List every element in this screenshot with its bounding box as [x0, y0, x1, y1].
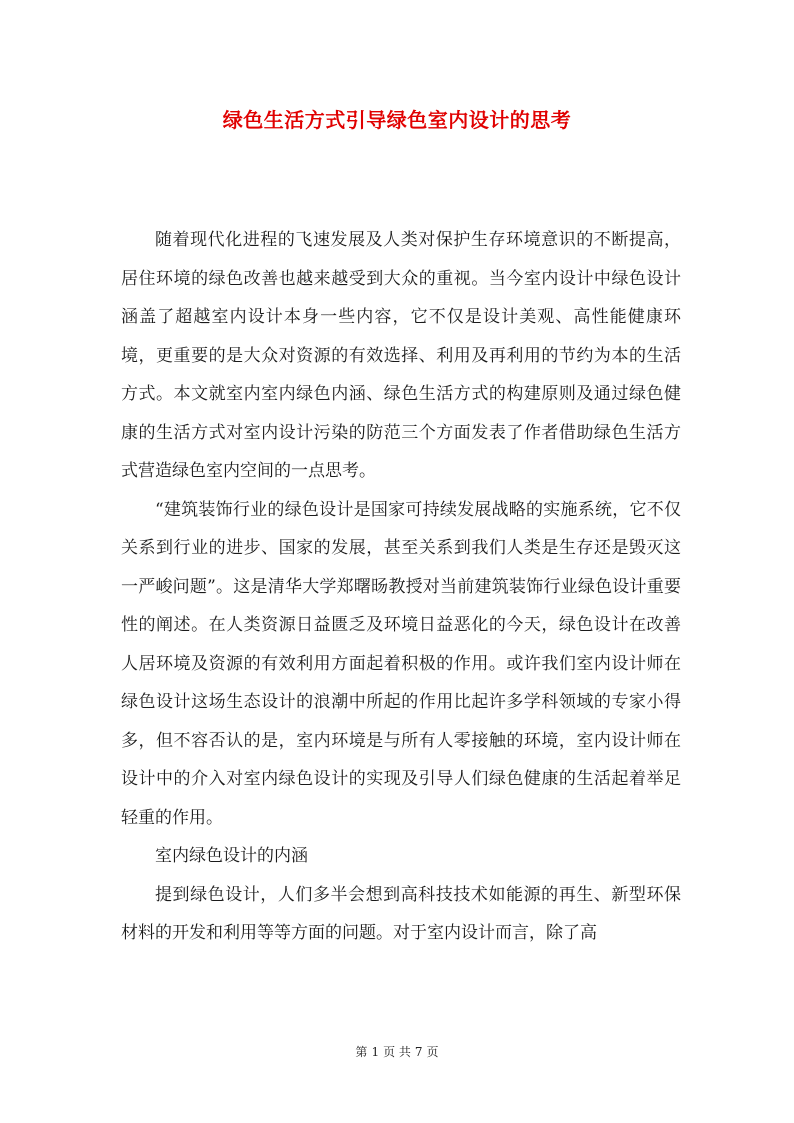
footer-current-page: 1: [371, 1045, 380, 1059]
footer-prefix: 第: [355, 1045, 368, 1059]
footer-suffix: 页: [426, 1045, 439, 1059]
paragraph-quote: “建筑装饰行业的绿色设计是国家可持续发展战略的实施系统，它不仅关系到行业的进步、国家的发展，甚至关系到我们人类是生存还是毁灭这一严峻问题”。这是清华大学郑曙旸教授对当前建筑装饰行业绿色设计重要性的阐述。在人类资源日益匮乏及环境日益恶化的今天，绿色设计在改善人居环境及资源的有效利用方面起着积极的作用。或许我们室内设计师在绿色设计这场生态设计的浪潮中所起的作用比起许多学科领域的专家小得多，但不容否认的是，室内环境是与所有人零接触的环境，室内设计师在设计中的介入对室内绿色设计的实现及引导人们绿色健康的生活起着举足轻重的作用。: [121, 499, 681, 828]
document-title: 绿色生活方式引导绿色室内设计的思考: [222, 108, 572, 132]
section-heading: 室内绿色设计的内涵: [155, 846, 308, 866]
paragraph-intro: 随着现代化进程的飞速发展及人类对保护生存环境意识的不断提高，居住环境的绿色改善也越来越受到大众的重视。当今室内设计中绿色设计涵盖了超越室内设计本身一些内容，它不仅是设计美观、高性能健康环境，更重要的是大众对资源的有效选择、利用及再利用的节约为本的生活方式。本文就室内室内绿色内涵、绿色生活方式的构建原则及通过绿色健康的生活方式对室内设计污染的防范三个方面发表了作者借助绿色生活方式营造绿色室内空间的一点思考。: [121, 230, 681, 481]
document-body: [121, 221, 681, 953]
footer-total-pages: 7: [414, 1045, 423, 1059]
paragraph-section: 提到绿色设计，人们多半会想到高科技技术如能源的再生、新型环保材料的开发和利用等等方面的问题。对于室内设计而言，除了高: [121, 884, 681, 943]
page-footer: [0, 1043, 794, 1060]
footer-middle: 页 共: [383, 1045, 411, 1059]
